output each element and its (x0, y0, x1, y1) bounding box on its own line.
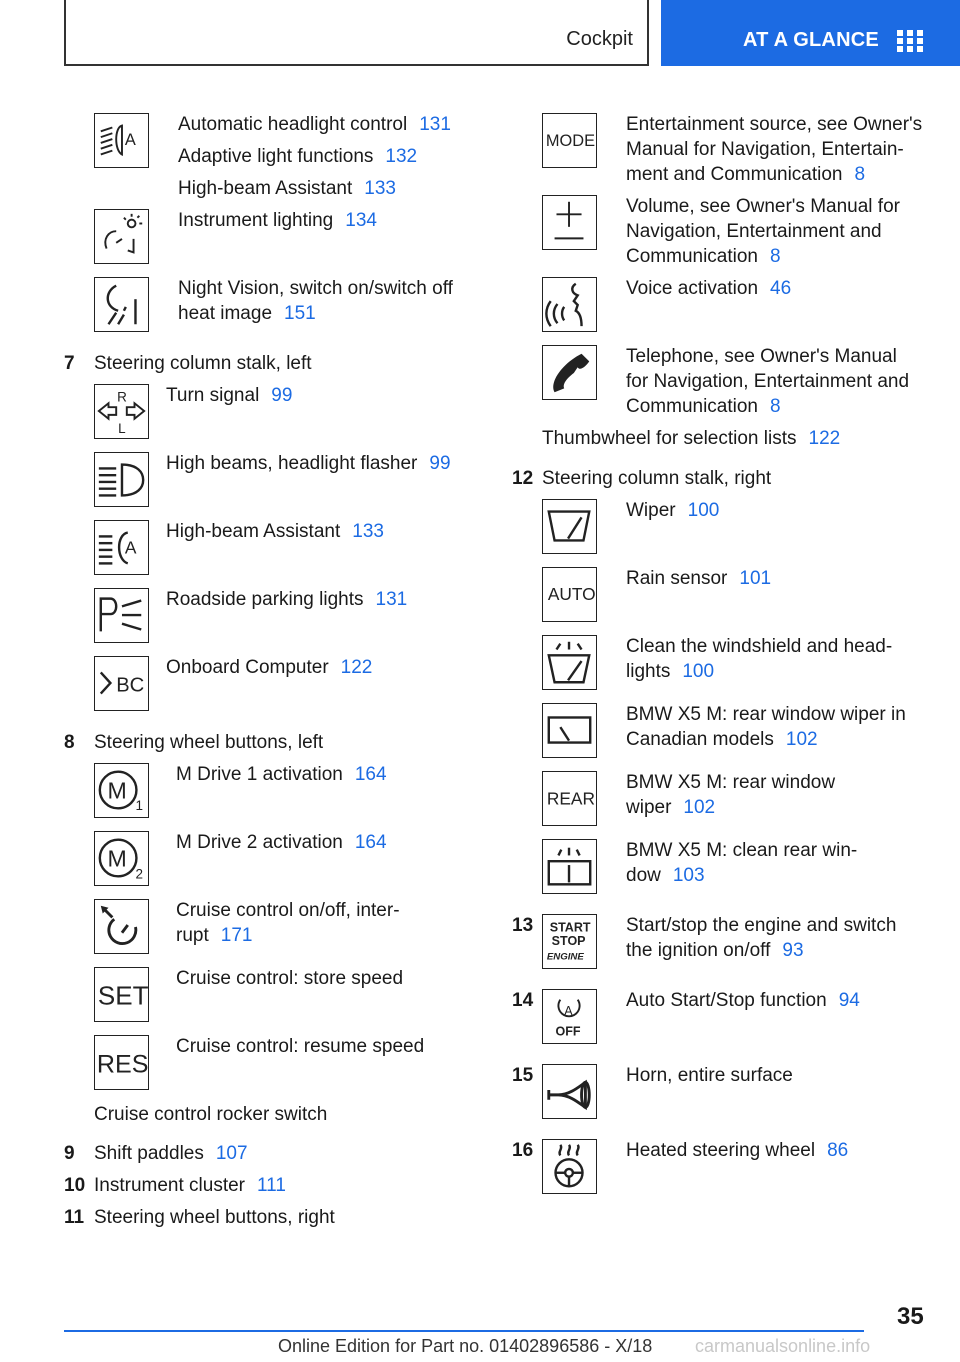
icon-letter-a: A (124, 130, 136, 149)
parking-lights-icon (94, 588, 149, 643)
page-ref-link[interactable]: 171 (220, 925, 253, 946)
page-ref-link[interactable]: 151 (284, 303, 316, 324)
volume-icon (542, 195, 597, 250)
set-icon (94, 967, 149, 1022)
entry-voice-activation: Voice activation 46 (626, 278, 792, 299)
icon-text-mode: MODE (545, 131, 596, 150)
entry-high-beam-assistant-2: High-beam Assistant 133 (166, 521, 384, 542)
footer-edition: Online Edition for Part no. 01402896586 - X/18 (278, 1336, 653, 1356)
item-number-13: 13 (512, 915, 534, 936)
automatic-headlight-icon (94, 113, 149, 168)
header-chapter-box[interactable] (661, 0, 960, 66)
page-number: 35 (897, 1303, 924, 1330)
page-ref-link[interactable]: 102 (683, 797, 716, 818)
entry-high-beams: High beams, headlight flasher 99 (166, 453, 451, 474)
footer-divider (64, 1330, 864, 1332)
entry-rear-wiper-canada: BMW X5 M: rear window wiper in (626, 704, 906, 725)
entry-night-vision-cont: heat image 151 (178, 303, 316, 324)
rear-washer-icon (542, 839, 597, 894)
page-ref-link[interactable]: 46 (770, 278, 792, 299)
page-ref-link[interactable]: 131 (419, 114, 451, 135)
high-beam-icon (94, 452, 149, 507)
mode-icon (542, 113, 597, 168)
icon-letter-r: R (117, 389, 127, 405)
page-ref-link[interactable]: 8 (770, 396, 781, 417)
watermark: carmanualsonline.info (695, 1336, 871, 1356)
entry-night-vision: Night Vision, switch on/switch off (178, 278, 453, 299)
page-ref-link[interactable]: 164 (354, 832, 387, 853)
cruise-control-icon (94, 899, 149, 954)
page-ref-link[interactable]: 131 (375, 589, 408, 610)
icon-text-start: START (549, 920, 591, 935)
item-number-9: 9 (64, 1143, 75, 1164)
page-ref-link[interactable]: 133 (352, 521, 384, 542)
page-ref-link[interactable]: 101 (739, 568, 772, 589)
entry-clean-windshield: Clean the windshield and head- (626, 636, 893, 657)
icon-text-off: OFF (555, 1024, 581, 1039)
entry-cruise-store-speed: Cruise control: store speed (176, 968, 404, 989)
heading-shift-paddles: Shift paddles 107 (94, 1143, 248, 1164)
item-number-11: 11 (64, 1207, 85, 1228)
entry-onboard-computer: Onboard Computer 122 (166, 657, 373, 678)
horn-icon (542, 1064, 597, 1119)
icon-letter-a: A (564, 1004, 573, 1019)
page-ref-link[interactable]: 103 (672, 865, 705, 886)
page-ref-link[interactable]: 94 (838, 990, 860, 1011)
onboard-computer-icon (94, 656, 149, 711)
icon-digit-1: 1 (135, 798, 143, 814)
page-ref-link[interactable]: 8 (770, 246, 781, 267)
entry-clean-rear-window-cont: dow 103 (626, 865, 705, 886)
page-ref-link[interactable]: 93 (782, 940, 804, 961)
item-number-10: 10 (64, 1175, 86, 1196)
page-ref-link[interactable]: 86 (827, 1140, 849, 1161)
entry-rain-sensor: Rain sensor 101 (626, 568, 772, 589)
washer-icon (542, 635, 597, 690)
entry-rear-wiper-canada-cont: Canadian models 102 (626, 729, 818, 750)
voice-activation-icon (542, 277, 597, 332)
grid-menu-icon[interactable] (897, 30, 923, 52)
telephone-icon (542, 345, 597, 400)
item-number-16: 16 (512, 1140, 534, 1161)
entry-entertainment-source: Entertainment source, see Owner's (626, 114, 923, 135)
entry-volume-cont2: Communication 8 (626, 246, 781, 267)
entry-start-stop-engine-cont: the ignition on/off 93 (626, 940, 804, 961)
heading-steering-stalk-right: Steering column stalk, right (542, 468, 772, 489)
instrument-lighting-icon (94, 209, 149, 264)
page-ref-link[interactable]: 107 (215, 1143, 248, 1164)
header-chapter-title: AT A GLANCE (743, 29, 879, 51)
page-ref-link[interactable]: 111 (257, 1175, 286, 1196)
entry-entertainment-source-cont: Manual for Navigation, Entertain- (626, 139, 904, 160)
entry-rear-window-wiper-cont: wiper 102 (626, 797, 716, 818)
page-ref-link[interactable]: 99 (271, 385, 293, 406)
header-section-box (64, 0, 649, 66)
page-ref-link[interactable]: 122 (808, 428, 841, 449)
entry-telephone-cont: for Navigation, Entertainment and (626, 371, 910, 392)
entry-cruise-control-onoff: Cruise control on/off, inter- (176, 900, 400, 921)
entry-thumbwheel: Thumbwheel for selection lists 122 (542, 428, 841, 449)
entry-m-drive-1: M Drive 1 activation 164 (176, 764, 387, 785)
icon-text-auto: AUTO (547, 583, 596, 604)
heading-steering-buttons-left: Steering wheel buttons, left (94, 732, 324, 753)
page-ref-link[interactable]: 132 (385, 146, 418, 167)
page-ref-link[interactable]: 8 (854, 164, 866, 185)
page-ref-link[interactable]: 133 (364, 178, 396, 199)
page-ref-link[interactable]: 134 (345, 210, 377, 231)
start-stop-engine-icon (542, 914, 597, 969)
m-drive-2-icon (94, 831, 149, 886)
entry-wiper: Wiper 100 (626, 500, 720, 521)
item-number-12: 12 (512, 468, 534, 489)
entry-telephone: Telephone, see Owner's Manual (626, 346, 897, 367)
icon-text-set: SET (97, 980, 148, 1011)
icon-letter-a: A (124, 537, 137, 558)
entry-parking-lights: Roadside parking lights 131 (166, 589, 408, 610)
auto-icon (542, 567, 597, 622)
icon-letter-m: M (107, 845, 127, 872)
header-section-title: Cockpit (566, 28, 633, 50)
entry-adaptive-light: Adaptive light functions 132 (178, 146, 418, 167)
icon-letter-l: L (118, 421, 126, 437)
heading-steering-stalk-left: Steering column stalk, left (94, 353, 312, 374)
entry-entertainment-source-cont2: ment and Communication 8 (626, 164, 866, 185)
icon-text-bc: BC (116, 674, 145, 697)
page-ref-link[interactable]: 100 (682, 661, 715, 682)
page-ref-link[interactable]: 122 (340, 657, 373, 678)
entry-cruise-resume-speed: Cruise control: resume speed (176, 1036, 425, 1057)
entry-turn-signal: Turn signal 99 (166, 385, 293, 406)
item-number-7: 7 (64, 353, 75, 374)
high-beam-assistant-icon (94, 520, 149, 575)
entry-start-stop-engine: Start/stop the engine and switch (626, 915, 897, 936)
entry-clean-windshield-cont: lights 100 (626, 661, 715, 682)
turn-signal-icon (94, 384, 149, 439)
rear-wiper-icon (542, 703, 597, 758)
entry-automatic-headlight: Automatic headlight control 131 (178, 114, 451, 135)
page-ref-link[interactable]: 100 (687, 500, 720, 521)
entry-high-beam-assistant: High-beam Assistant 133 (178, 178, 396, 199)
item-number-15: 15 (512, 1065, 534, 1086)
night-vision-icon (94, 277, 149, 332)
entry-telephone-cont2: Communication 8 (626, 396, 781, 417)
entry-cruise-rocker-switch: Cruise control rocker switch (94, 1104, 328, 1125)
auto-start-stop-icon (542, 989, 597, 1044)
entry-clean-rear-window: BMW X5 M: clean rear win- (626, 840, 858, 861)
page-ref-link[interactable]: 99 (429, 453, 451, 474)
entry-volume-cont: Navigation, Entertainment and (626, 221, 882, 242)
entry-horn: Horn, entire surface (626, 1065, 793, 1086)
icon-text-engine: ENGINE (546, 951, 584, 963)
entry-instrument-lighting: Instrument lighting 134 (178, 210, 377, 231)
entry-m-drive-2: M Drive 2 activation 164 (176, 832, 387, 853)
page-ref-link[interactable]: 102 (785, 729, 818, 750)
icon-letter-m: M (107, 777, 127, 804)
entry-auto-start-stop: Auto Start/Stop function 94 (626, 990, 860, 1011)
item-number-8: 8 (64, 732, 75, 753)
item-number-14: 14 (512, 990, 534, 1011)
heated-steering-wheel-icon (542, 1139, 597, 1194)
page-ref-link[interactable]: 164 (354, 764, 387, 785)
m-drive-1-icon (94, 763, 149, 818)
entry-rear-window-wiper: BMW X5 M: rear window (626, 772, 836, 793)
icon-digit-2: 2 (135, 866, 143, 882)
entry-heated-steering-wheel: Heated steering wheel 86 (626, 1140, 849, 1161)
heading-steering-buttons-right: Steering wheel buttons, right (94, 1207, 335, 1228)
icon-text-stop: STOP (551, 933, 586, 948)
rear-icon (542, 771, 597, 826)
wiper-icon (542, 499, 597, 554)
entry-volume: Volume, see Owner's Manual for (626, 196, 900, 217)
entry-cruise-control-onoff-cont: rupt 171 (176, 925, 253, 946)
icon-text-rear: REAR (546, 788, 596, 809)
res-icon (94, 1035, 149, 1090)
icon-text-res: RES (96, 1050, 148, 1079)
heading-instrument-cluster: Instrument cluster 111 (94, 1175, 286, 1196)
